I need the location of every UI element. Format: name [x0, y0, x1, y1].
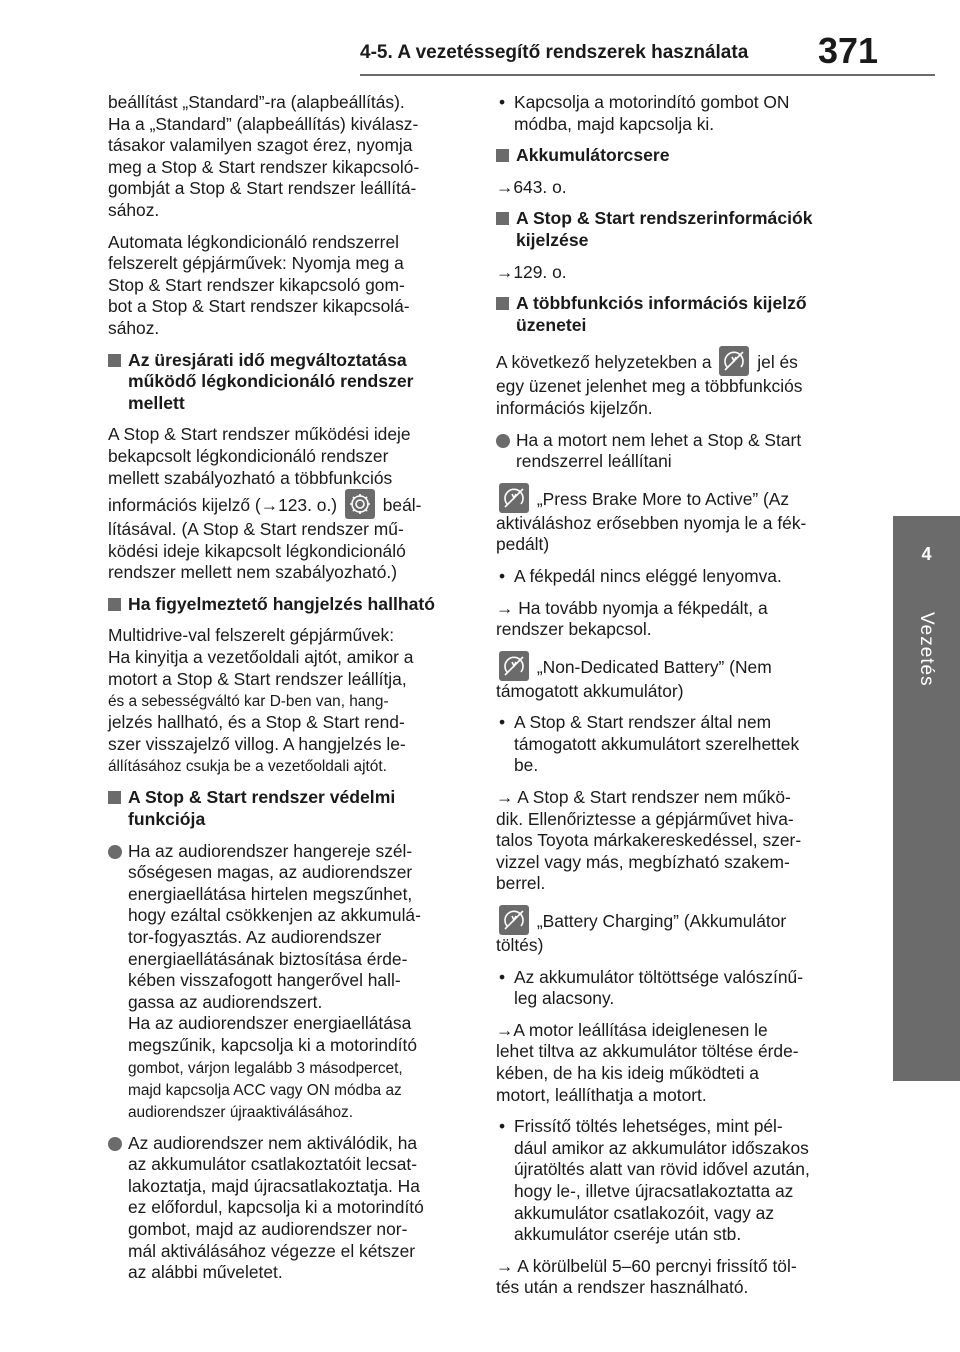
paragraph: beállítást „Standard”-ra (alapbeállítás). Ha a „Standard” (alapbeállítás) kiválasz- tásakor valamilyen szagot érez, nyomja meg a Stop & Start rendszer kikapcsoló- gombját a Stop & Start rendszer leállítá- sához. — [108, 92, 420, 220]
list-item-text: Az audiorendszer nem aktiválódik, ha az akkumulátor csatlakoztatóit lecsat- lakoztatja, majd újracsatlakoztatja. Ha ez előfordul, kapcsolja ki a motorindító gombot, majd az audiorendszer nor- mál aktiválásához végezze el kétszer az alábbi műveletet. — [128, 1132, 424, 1283]
right-column — [496, 92, 858, 1309]
list-item-text: A Stop & Start rendszer által nem támogatott akkumulátort szerelhettek be. — [514, 712, 800, 776]
chapter-label: Vezetés — [916, 612, 937, 687]
page-reference: →123. o.) — [260, 495, 338, 516]
list-item-text: Az akkumulátor töltöttsége valószínű- leg alacsony. — [514, 966, 804, 1009]
page-reference: →129. o. — [496, 261, 567, 282]
message-text: aktiváláshoz erősebben nyomja le a fék- pedált) — [496, 512, 807, 555]
page-reference: →643. o. — [496, 176, 567, 197]
message-paragraph — [496, 905, 858, 957]
section-heading — [496, 208, 858, 251]
paragraph-text: A következő helyzetekben a — [496, 352, 712, 373]
left-column — [108, 92, 470, 1294]
message-paragraph — [496, 651, 858, 703]
paragraph-text: beál- — [382, 495, 422, 516]
section-heading — [108, 787, 470, 830]
gear-icon — [345, 489, 375, 519]
result-text: → A Stop & Start rendszer nem műkö- dik. Ellenőriztesse a gépjárművet hiva- talos Toyota márkakereskedéssel, szer- vizzel vagy más, megbízható szakem- berrel. — [496, 787, 802, 894]
heading-text: A Stop & Start rendszerinformációk kijelzése — [516, 208, 813, 250]
list-item-text: Ha a motort nem lehet a Stop & Start rendszerrel leállítani — [516, 429, 802, 472]
square-bullet-icon — [108, 791, 121, 804]
message-text: „Non-Dedicated Battery” (Nem — [536, 656, 772, 677]
bullet-mark: • — [499, 712, 506, 733]
heading-text: A többfunkciós információs kijelző üzenetei — [516, 293, 807, 335]
paragraph — [496, 346, 858, 419]
chapter-side-tab — [893, 516, 960, 1081]
heading-text: Ha figyelmeztető hangjelzés hallható — [128, 593, 435, 614]
bullet-mark: • — [499, 92, 506, 112]
list-item-text: Ha az audiorendszer hangereje szél- sőségesen magas, az audiorendszer energiaellátása hirtelen megszűnhet, hogy ezáltal csökkenjen az akkumulá- tor-fogyasztás. Az audiorendszer energiaellátásának biztosítása érde- kében visszafogott hangerővel hall- gassa az audiorendszert. Ha az audiorendszer energiaellátása megszűnik, kapcsolja ki a motorindító — [128, 840, 421, 1055]
paragraph-text: egy üzenet jelenhet meg a többfunkciós információs kijelzőn. — [496, 376, 803, 418]
paragraph-text: Multidrive-val felszerelt gépjárművek: Ha kinyitja a vezetőoldali ajtót, amikor a motort a Stop & Start rendszer leállítja, — [108, 625, 414, 689]
paragraph-text: jel és — [757, 352, 798, 373]
heading-text: Az üresjárati idő megváltoztatása működő légkondicionáló rendszer mellett — [128, 349, 414, 413]
result-text: → Ha tovább nyomja a fékpedált, a rendszer bekapcsol. — [496, 597, 768, 640]
message-text: támogatott akkumulátor) — [496, 680, 684, 701]
message-paragraph — [496, 483, 858, 556]
result-text: →A motor leállítása ideiglenesen le lehet tiltva az akkumulátor töltése érde- kében, de ha kis ideig működteti a motort, leállíthatja a motort. — [496, 1019, 799, 1105]
paragraph-text: A Stop & Start rendszer működési ideje bekapcsolt légkondicionáló rendszer mellett szabályozható a többfunkciós információs kijelző ( — [108, 424, 411, 516]
paragraph-text: jelzés hallható, és a Stop & Start rend- szer visszajelző villog. A hangjelzés le- — [108, 712, 406, 754]
square-bullet-icon — [108, 354, 121, 367]
list-item-text: A fékpedál nincs eléggé lenyomva. — [514, 565, 782, 586]
section-heading — [496, 293, 858, 336]
list-item — [496, 712, 858, 777]
list-item — [496, 430, 858, 473]
round-bullet-icon — [108, 1137, 122, 1151]
square-bullet-icon — [496, 149, 509, 162]
heading-text: A Stop & Start rendszer védelmi funkciója — [128, 787, 396, 830]
list-item-text: gombot, várjon legalább 3 másodpercet, majd kapcsolja ACC vagy ON módba az audiorendszer újraaktiválásához. — [128, 1059, 403, 1121]
list-item-text: Frissítő töltés lehetséges, mint pél- dául amikor az akkumulátor időszakos újratöltés alatt van rövid idővel azután, hogy le-, illetve újracsatlakoztatta az akkumulátor csatlakozóit, vagy az akkumulátor cseréje után stb. — [514, 1116, 810, 1245]
square-bullet-icon — [496, 212, 509, 225]
list-item — [496, 92, 858, 135]
stop-start-indicator-icon — [499, 905, 529, 935]
paragraph-text: és a sebességváltó kar D-ben van, hang- — [108, 693, 389, 711]
section-heading — [108, 350, 470, 415]
page-number: 371 — [818, 30, 879, 71]
list-item — [496, 967, 858, 1010]
section-title: 4-5. A vezetéssegítő rendszerek használata — [360, 42, 749, 63]
header-divider — [360, 74, 935, 76]
list-item — [496, 566, 858, 588]
message-text: „Battery Charging” (Akkumulátor — [536, 911, 787, 932]
stop-start-indicator-icon — [499, 651, 529, 681]
list-item — [496, 1116, 858, 1246]
section-heading — [108, 594, 470, 616]
heading-text: Akkumulátorcsere — [516, 145, 670, 166]
stop-start-indicator-icon — [499, 483, 529, 513]
paragraph: Automata légkondicionáló rendszerrel felszerelt gépjárművek: Nyomja meg a Stop & Start rendszer kikapcsoló gom- bot a Stop & Start rendszer kikapcsolá- sához. — [108, 231, 410, 338]
stop-start-indicator-icon — [719, 346, 749, 376]
paragraph — [108, 424, 470, 584]
round-bullet-icon — [108, 845, 122, 859]
bullet-mark: • — [499, 966, 506, 987]
bullet-mark: • — [499, 1116, 506, 1137]
list-item-text: Kapcsolja a motorindító gombot ON módba, majd kapcsolja ki. — [514, 92, 790, 134]
chapter-number: 4 — [921, 544, 932, 564]
section-heading — [496, 145, 858, 167]
message-text: „Press Brake More to Active” (Az — [536, 488, 790, 509]
paragraph-text: lításával. (A Stop & Start rendszer mű- ködési ideje kikapcsolt légkondicionáló rendszer mellett nem szabályozható.) — [108, 519, 406, 583]
paragraph-text: állításához csukja be a vezetőoldali ajtót. — [108, 758, 387, 776]
square-bullet-icon — [496, 297, 509, 310]
round-bullet-icon — [496, 434, 510, 448]
paragraph — [108, 625, 470, 777]
list-item — [108, 841, 470, 1123]
bullet-mark: • — [499, 565, 506, 586]
result-text: → A körülbelül 5–60 percnyi frissítő töl- tés után a rendszer használható. — [496, 1255, 797, 1298]
list-item — [108, 1133, 470, 1284]
square-bullet-icon — [108, 598, 121, 611]
message-text: töltés) — [496, 935, 544, 956]
